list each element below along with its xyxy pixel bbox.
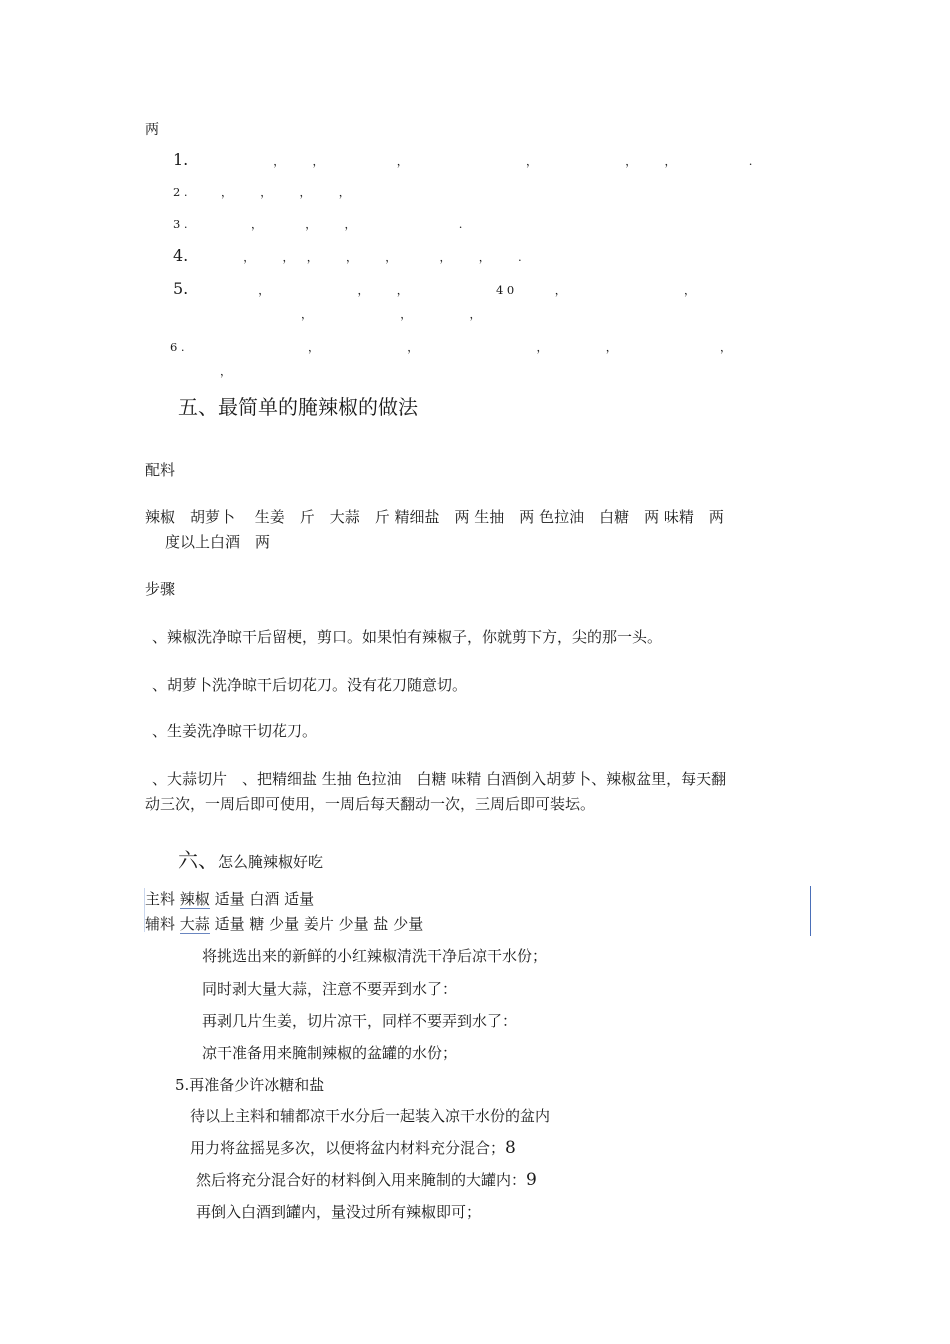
step-item: 待以上主料和辅都凉干水分后一起装入凉干水份的盆内 (190, 1107, 551, 1125)
list-item-continuation: ， ， ， (181, 307, 539, 321)
section-title-text: 怎么腌辣椒好吃 (218, 853, 324, 871)
fragment-text: 两 (145, 122, 159, 138)
step-number: 9 (526, 1170, 537, 1190)
list-item: 3. ， ， ， . (173, 217, 466, 231)
step-item: 、胡萝卜洗净晾干后切花刀。没有花刀随意切。 (152, 676, 468, 694)
step-item: 凉干准备用来腌制辣椒的盆罐的水份； (202, 1044, 458, 1062)
step-item (190, 1137, 516, 1158)
aux-ingredients (145, 913, 423, 934)
aux-label: 辅料 (145, 915, 176, 933)
step-item: 将挑选出来的新鲜的小红辣椒清洗干净后凉干水份； (202, 947, 548, 965)
section-title (178, 844, 323, 873)
aux-item: 大蒜 (179, 915, 210, 933)
list-item (173, 150, 756, 169)
step-number: 8 (505, 1138, 516, 1158)
step-text: 然后将充分混合好的材料倒入用来腌制的大罐内： (196, 1171, 527, 1189)
list-item-continuation: ， (145, 364, 235, 378)
ingredients-line: 度以上白酒 两 (165, 533, 271, 551)
item-number: 5. (173, 279, 189, 298)
step-item: 再剥几片生姜，切片凉干，同样不要弄到水了： (202, 1012, 518, 1030)
main-ingredients (145, 888, 314, 909)
step-item: 、大蒜切片 、把精细盐 生抽 色拉油 白糖 味精 白酒倒入胡萝卜、辣椒盆里，每天翻 (152, 770, 727, 788)
ingredients-line: 辣椒 胡萝卜 生姜 斤 大蒜 斤 精细盐 两 生抽 两 色拉油 白糖 两 味精 两 (145, 508, 724, 526)
item-text: ， ， ， 40 ， ， (198, 283, 769, 297)
list-item: 6. ， ， ， ， ， (170, 340, 745, 354)
aux-rest: 适量 糖 少量 姜片 少量 盐 少量 (214, 915, 424, 933)
item-number: 4. (173, 246, 189, 265)
main-label: 主料 (145, 890, 176, 908)
list-item: 2. ， ， ， ， (173, 185, 378, 199)
step-item (196, 1169, 537, 1190)
section-title: 五、最简单的腌辣椒的做法 (178, 395, 418, 419)
main-rest: 适量 白酒 适量 (214, 890, 315, 908)
step-item: 5.再准备少许冰糖和盐 (175, 1076, 325, 1094)
ingredients-label: 配料 (145, 461, 176, 479)
step-item: 再倒入白酒到罐内，量没过所有辣椒即可； (196, 1203, 482, 1221)
item-text: ， ， ， ， ， ， . (198, 154, 756, 168)
step-item-continuation: 动三次，一周后即可使用，一周后每天翻动一次，三周后即可装坛。 (145, 795, 596, 813)
step-item: 、辣椒洗净晾干后留梗，剪口。如果怕有辣椒子，你就剪下方，尖的那一头。 (152, 628, 663, 646)
steps-label: 步骤 (145, 580, 176, 598)
list-item (173, 246, 600, 265)
section-number: 六、 (178, 848, 218, 872)
item-number: 1. (173, 150, 189, 169)
item-text: ， ， ， ， ， ， ， . (198, 250, 601, 264)
main-item: 辣椒 (179, 890, 210, 908)
step-text: 用力将盆摇晃多次，以便将盆内材料充分混合； (190, 1139, 506, 1157)
step-item: 同时剥大量大蒜，注意不要弄到水了： (202, 980, 458, 998)
step-item: 、生姜洗净晾干切花刀。 (152, 722, 318, 740)
list-item (173, 279, 768, 298)
edit-marker-line (810, 886, 811, 936)
